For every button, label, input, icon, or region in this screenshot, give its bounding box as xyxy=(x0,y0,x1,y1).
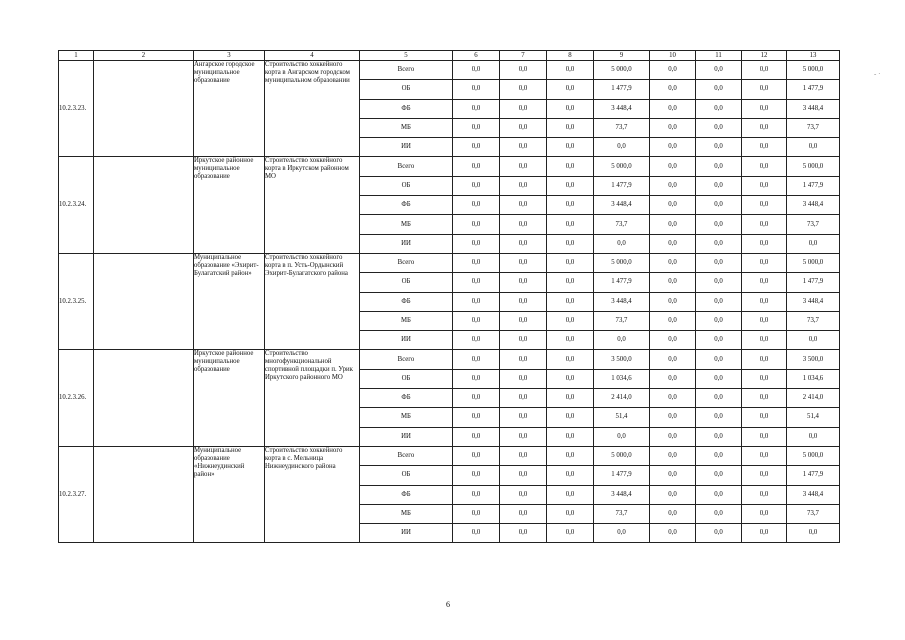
item-code: 10.2.3.26. xyxy=(59,350,94,446)
value-cell: 0,0 xyxy=(696,427,742,446)
item-col2 xyxy=(94,446,194,542)
value-cell: 73,7 xyxy=(787,118,840,137)
table-row xyxy=(59,350,840,369)
value-cell: 0,0 xyxy=(500,196,547,215)
value-cell: 5 000,0 xyxy=(787,61,840,80)
value-cell: 0,0 xyxy=(500,369,547,388)
header-cell: 10 xyxy=(650,51,696,61)
value-cell: 0,0 xyxy=(547,504,594,523)
value-cell: 0,0 xyxy=(742,369,787,388)
header-cell: 3 xyxy=(194,51,265,61)
municipality-name: Иркутское районное муниципальное образование xyxy=(194,350,265,446)
value-cell: 0,0 xyxy=(742,466,787,485)
value-cell: 0,0 xyxy=(742,157,787,176)
value-cell: 0,0 xyxy=(742,196,787,215)
value-cell: 0,0 xyxy=(650,427,696,446)
value-cell: 5 000,0 xyxy=(787,157,840,176)
value-cell: 0,0 xyxy=(453,408,500,427)
funding-source: МБ xyxy=(360,311,453,330)
value-cell: 0,0 xyxy=(696,350,742,369)
value-cell: 0,0 xyxy=(547,311,594,330)
value-cell: 5 000,0 xyxy=(594,61,650,80)
funding-source: ОБ xyxy=(360,466,453,485)
value-cell: 0,0 xyxy=(547,408,594,427)
value-cell: 0,0 xyxy=(500,504,547,523)
value-cell: 0,0 xyxy=(742,118,787,137)
value-cell: 2 414,0 xyxy=(787,389,840,408)
value-cell: 0,0 xyxy=(547,273,594,292)
value-cell: 0,0 xyxy=(547,118,594,137)
value-cell: 0,0 xyxy=(453,389,500,408)
value-cell: 0,0 xyxy=(547,331,594,350)
funding-source: Всего xyxy=(360,446,453,465)
value-cell: 0,0 xyxy=(742,234,787,253)
value-cell: 0,0 xyxy=(696,389,742,408)
header-cell: 8 xyxy=(547,51,594,61)
header-cell: 13 xyxy=(787,51,840,61)
value-cell: 0,0 xyxy=(696,292,742,311)
header-cell: 1 xyxy=(59,51,94,61)
value-cell: 73,7 xyxy=(594,118,650,137)
value-cell: 0,0 xyxy=(696,253,742,272)
value-cell: 1 477,9 xyxy=(594,176,650,195)
value-cell: 0,0 xyxy=(453,215,500,234)
funding-source: ОБ xyxy=(360,273,453,292)
header-cell: 4 xyxy=(265,51,360,61)
value-cell: 3 448,4 xyxy=(594,485,650,504)
funding-source: ФБ xyxy=(360,196,453,215)
value-cell: 0,0 xyxy=(453,350,500,369)
item-col2 xyxy=(94,61,194,157)
value-cell: 1 477,9 xyxy=(594,80,650,99)
value-cell: 0,0 xyxy=(696,234,742,253)
project-description: Строительство многофункциональной спортивной площадки п. Урик Иркутского районного МО xyxy=(265,350,360,446)
table-row xyxy=(59,446,840,465)
funding-source: ОБ xyxy=(360,369,453,388)
value-cell: 0,0 xyxy=(650,99,696,118)
value-cell: 0,0 xyxy=(500,273,547,292)
value-cell: 0,0 xyxy=(594,234,650,253)
municipality-name: Ангарское городское муниципальное образование xyxy=(194,61,265,157)
value-cell: 0,0 xyxy=(742,61,787,80)
value-cell: 0,0 xyxy=(453,99,500,118)
budget-table xyxy=(58,50,840,543)
value-cell: 1 477,9 xyxy=(787,466,840,485)
value-cell: 0,0 xyxy=(500,389,547,408)
table-row xyxy=(59,253,840,272)
table-row xyxy=(59,157,840,176)
value-cell: 0,0 xyxy=(650,446,696,465)
value-cell: 0,0 xyxy=(742,80,787,99)
header-cell: 6 xyxy=(453,51,500,61)
value-cell: 0,0 xyxy=(500,292,547,311)
value-cell: 0,0 xyxy=(787,234,840,253)
value-cell: 0,0 xyxy=(742,176,787,195)
value-cell: 0,0 xyxy=(650,118,696,137)
value-cell: 0,0 xyxy=(453,176,500,195)
value-cell: 73,7 xyxy=(594,504,650,523)
value-cell: 0,0 xyxy=(696,61,742,80)
value-cell: 0,0 xyxy=(742,485,787,504)
value-cell: 0,0 xyxy=(742,99,787,118)
value-cell: 0,0 xyxy=(742,253,787,272)
value-cell: 0,0 xyxy=(696,176,742,195)
value-cell: 0,0 xyxy=(453,273,500,292)
value-cell: 0,0 xyxy=(453,118,500,137)
value-cell: 0,0 xyxy=(547,234,594,253)
value-cell: 3 500,0 xyxy=(787,350,840,369)
funding-source: ОБ xyxy=(360,176,453,195)
value-cell: 0,0 xyxy=(594,427,650,446)
funding-source: МБ xyxy=(360,504,453,523)
value-cell: 1 477,9 xyxy=(787,176,840,195)
value-cell: 0,0 xyxy=(547,485,594,504)
value-cell: 0,0 xyxy=(547,369,594,388)
header-cell: 5 xyxy=(360,51,453,61)
funding-source: ИИ xyxy=(360,427,453,446)
value-cell: 3 448,4 xyxy=(787,292,840,311)
header-cell: 2 xyxy=(94,51,194,61)
value-cell: 0,0 xyxy=(547,99,594,118)
value-cell: 0,0 xyxy=(453,369,500,388)
value-cell: 0,0 xyxy=(500,427,547,446)
value-cell: 0,0 xyxy=(500,331,547,350)
item-code: 10.2.3.25. xyxy=(59,253,94,349)
value-cell: 0,0 xyxy=(742,273,787,292)
value-cell: 51,4 xyxy=(594,408,650,427)
value-cell: 0,0 xyxy=(650,311,696,330)
header-cell: 11 xyxy=(696,51,742,61)
value-cell: 73,7 xyxy=(594,311,650,330)
value-cell: 0,0 xyxy=(650,80,696,99)
value-cell: 5 000,0 xyxy=(594,446,650,465)
value-cell: 0,0 xyxy=(742,504,787,523)
funding-source: Всего xyxy=(360,157,453,176)
value-cell: 0,0 xyxy=(650,389,696,408)
value-cell: 0,0 xyxy=(547,157,594,176)
value-cell: 0,0 xyxy=(650,138,696,157)
value-cell: 0,0 xyxy=(742,138,787,157)
value-cell: 0,0 xyxy=(650,524,696,543)
municipality-name: Муниципальное образование «Нижнеудинский район» xyxy=(194,446,265,542)
value-cell: 0,0 xyxy=(500,138,547,157)
value-cell: 0,0 xyxy=(500,350,547,369)
value-cell: 0,0 xyxy=(650,369,696,388)
value-cell: 5 000,0 xyxy=(594,157,650,176)
value-cell: 51,4 xyxy=(787,408,840,427)
value-cell: 2 414,0 xyxy=(594,389,650,408)
value-cell: 0,0 xyxy=(696,80,742,99)
page-number: 6 xyxy=(446,600,450,609)
item-col2 xyxy=(94,350,194,446)
value-cell: 0,0 xyxy=(547,138,594,157)
value-cell: 0,0 xyxy=(650,234,696,253)
value-cell: 0,0 xyxy=(742,408,787,427)
value-cell: 0,0 xyxy=(742,311,787,330)
value-cell: 0,0 xyxy=(650,196,696,215)
value-cell: 0,0 xyxy=(696,273,742,292)
project-description: Строительство хоккейного корта в п. Усть-Ордынский Эхирит-Булагатского района xyxy=(265,253,360,349)
municipality-name: Муниципальное образование «Эхирит-Булагатский район» xyxy=(194,253,265,349)
value-cell: 0,0 xyxy=(453,446,500,465)
value-cell: 0,0 xyxy=(650,408,696,427)
header-cell: 7 xyxy=(500,51,547,61)
value-cell: 0,0 xyxy=(453,61,500,80)
value-cell: 1 477,9 xyxy=(594,273,650,292)
value-cell: 1 034,6 xyxy=(594,369,650,388)
value-cell: 0,0 xyxy=(594,524,650,543)
funding-source: Всего xyxy=(360,61,453,80)
value-cell: 3 448,4 xyxy=(594,196,650,215)
project-description: Строительство хоккейного корта в Ангарском городском муниципальном образовании xyxy=(265,61,360,157)
funding-source: МБ xyxy=(360,215,453,234)
value-cell: 0,0 xyxy=(696,118,742,137)
funding-source: ИИ xyxy=(360,331,453,350)
value-cell: 0,0 xyxy=(696,408,742,427)
funding-source: ФБ xyxy=(360,485,453,504)
value-cell: 0,0 xyxy=(453,504,500,523)
value-cell: 0,0 xyxy=(742,350,787,369)
funding-source: МБ xyxy=(360,408,453,427)
value-cell: 5 000,0 xyxy=(787,253,840,272)
item-col2 xyxy=(94,157,194,253)
item-code: 10.2.3.24. xyxy=(59,157,94,253)
scan-mark: - · xyxy=(874,70,881,78)
header-row xyxy=(59,51,840,61)
value-cell: 5 000,0 xyxy=(787,446,840,465)
value-cell: 0,0 xyxy=(650,350,696,369)
value-cell: 3 448,4 xyxy=(594,292,650,311)
value-cell: 0,0 xyxy=(696,138,742,157)
value-cell: 0,0 xyxy=(453,427,500,446)
value-cell: 0,0 xyxy=(547,80,594,99)
value-cell: 0,0 xyxy=(650,215,696,234)
value-cell: 0,0 xyxy=(650,61,696,80)
value-cell: 0,0 xyxy=(696,157,742,176)
value-cell: 0,0 xyxy=(547,466,594,485)
value-cell: 0,0 xyxy=(500,311,547,330)
value-cell: 73,7 xyxy=(594,215,650,234)
value-cell: 0,0 xyxy=(500,176,547,195)
value-cell: 0,0 xyxy=(650,504,696,523)
value-cell: 3 500,0 xyxy=(594,350,650,369)
value-cell: 3 448,4 xyxy=(594,99,650,118)
value-cell: 0,0 xyxy=(696,196,742,215)
value-cell: 0,0 xyxy=(453,466,500,485)
value-cell: 0,0 xyxy=(742,524,787,543)
value-cell: 0,0 xyxy=(500,157,547,176)
value-cell: 0,0 xyxy=(650,485,696,504)
value-cell: 0,0 xyxy=(500,446,547,465)
value-cell: 0,0 xyxy=(500,80,547,99)
value-cell: 0,0 xyxy=(787,427,840,446)
value-cell: 0,0 xyxy=(696,331,742,350)
value-cell: 0,0 xyxy=(650,157,696,176)
value-cell: 0,0 xyxy=(742,292,787,311)
value-cell: 0,0 xyxy=(547,196,594,215)
item-code: 10.2.3.27. xyxy=(59,446,94,542)
funding-source: ФБ xyxy=(360,389,453,408)
value-cell: 0,0 xyxy=(696,504,742,523)
value-cell: 0,0 xyxy=(696,466,742,485)
value-cell: 0,0 xyxy=(500,253,547,272)
value-cell: 0,0 xyxy=(547,215,594,234)
value-cell: 0,0 xyxy=(500,485,547,504)
funding-source: Всего xyxy=(360,253,453,272)
value-cell: 0,0 xyxy=(594,138,650,157)
value-cell: 0,0 xyxy=(547,176,594,195)
value-cell: 0,0 xyxy=(547,253,594,272)
value-cell: 1 477,9 xyxy=(594,466,650,485)
value-cell: 0,0 xyxy=(547,61,594,80)
value-cell: 0,0 xyxy=(453,311,500,330)
value-cell: 0,0 xyxy=(650,292,696,311)
value-cell: 0,0 xyxy=(547,524,594,543)
municipality-name: Иркутское районное муниципальное образование xyxy=(194,157,265,253)
value-cell: 73,7 xyxy=(787,504,840,523)
value-cell: 0,0 xyxy=(453,331,500,350)
value-cell: 0,0 xyxy=(547,389,594,408)
value-cell: 0,0 xyxy=(787,331,840,350)
funding-source: ФБ xyxy=(360,99,453,118)
value-cell: 0,0 xyxy=(547,292,594,311)
value-cell: 0,0 xyxy=(453,157,500,176)
value-cell: 0,0 xyxy=(787,524,840,543)
project-description: Строительство хоккейного корта в с. Мельница Нижнеудинского района xyxy=(265,446,360,542)
value-cell: 0,0 xyxy=(696,215,742,234)
value-cell: 0,0 xyxy=(650,273,696,292)
value-cell: 0,0 xyxy=(742,215,787,234)
value-cell: 0,0 xyxy=(787,138,840,157)
value-cell: 1 034,6 xyxy=(787,369,840,388)
value-cell: 0,0 xyxy=(742,446,787,465)
value-cell: 0,0 xyxy=(500,234,547,253)
value-cell: 0,0 xyxy=(742,389,787,408)
value-cell: 0,0 xyxy=(453,138,500,157)
value-cell: 0,0 xyxy=(453,80,500,99)
funding-source: ИИ xyxy=(360,138,453,157)
value-cell: 0,0 xyxy=(594,331,650,350)
value-cell: 0,0 xyxy=(696,311,742,330)
funding-source: МБ xyxy=(360,118,453,137)
value-cell: 3 448,4 xyxy=(787,99,840,118)
value-cell: 0,0 xyxy=(453,196,500,215)
value-cell: 0,0 xyxy=(453,253,500,272)
value-cell: 0,0 xyxy=(500,61,547,80)
value-cell: 0,0 xyxy=(500,466,547,485)
value-cell: 73,7 xyxy=(787,311,840,330)
value-cell: 0,0 xyxy=(650,466,696,485)
funding-source: ИИ xyxy=(360,234,453,253)
value-cell: 0,0 xyxy=(453,524,500,543)
value-cell: 0,0 xyxy=(453,485,500,504)
value-cell: 0,0 xyxy=(500,118,547,137)
value-cell: 0,0 xyxy=(453,234,500,253)
project-description: Строительство хоккейного корта в Иркутском районном МО xyxy=(265,157,360,253)
value-cell: 0,0 xyxy=(696,99,742,118)
value-cell: 0,0 xyxy=(547,350,594,369)
value-cell: 0,0 xyxy=(696,446,742,465)
value-cell: 73,7 xyxy=(787,215,840,234)
value-cell: 0,0 xyxy=(500,408,547,427)
funding-source: Всего xyxy=(360,350,453,369)
value-cell: 1 477,9 xyxy=(787,273,840,292)
value-cell: 0,0 xyxy=(650,331,696,350)
value-cell: 3 448,4 xyxy=(787,485,840,504)
item-col2 xyxy=(94,253,194,349)
value-cell: 0,0 xyxy=(453,292,500,311)
funding-source: ОБ xyxy=(360,80,453,99)
value-cell: 5 000,0 xyxy=(594,253,650,272)
funding-source: ИИ xyxy=(360,524,453,543)
header-cell: 9 xyxy=(594,51,650,61)
value-cell: 3 448,4 xyxy=(787,196,840,215)
value-cell: 0,0 xyxy=(500,215,547,234)
table-body xyxy=(59,51,840,543)
value-cell: 0,0 xyxy=(696,369,742,388)
value-cell: 0,0 xyxy=(742,331,787,350)
value-cell: 0,0 xyxy=(650,253,696,272)
value-cell: 0,0 xyxy=(547,446,594,465)
value-cell: 0,0 xyxy=(650,176,696,195)
funding-source: ФБ xyxy=(360,292,453,311)
value-cell: 0,0 xyxy=(696,485,742,504)
value-cell: 0,0 xyxy=(500,99,547,118)
value-cell: 0,0 xyxy=(547,427,594,446)
value-cell: 1 477,9 xyxy=(787,80,840,99)
value-cell: 0,0 xyxy=(742,427,787,446)
item-code: 10.2.3.23. xyxy=(59,61,94,157)
table-row xyxy=(59,61,840,80)
header-cell: 12 xyxy=(742,51,787,61)
value-cell: 0,0 xyxy=(696,524,742,543)
value-cell: 0,0 xyxy=(500,524,547,543)
